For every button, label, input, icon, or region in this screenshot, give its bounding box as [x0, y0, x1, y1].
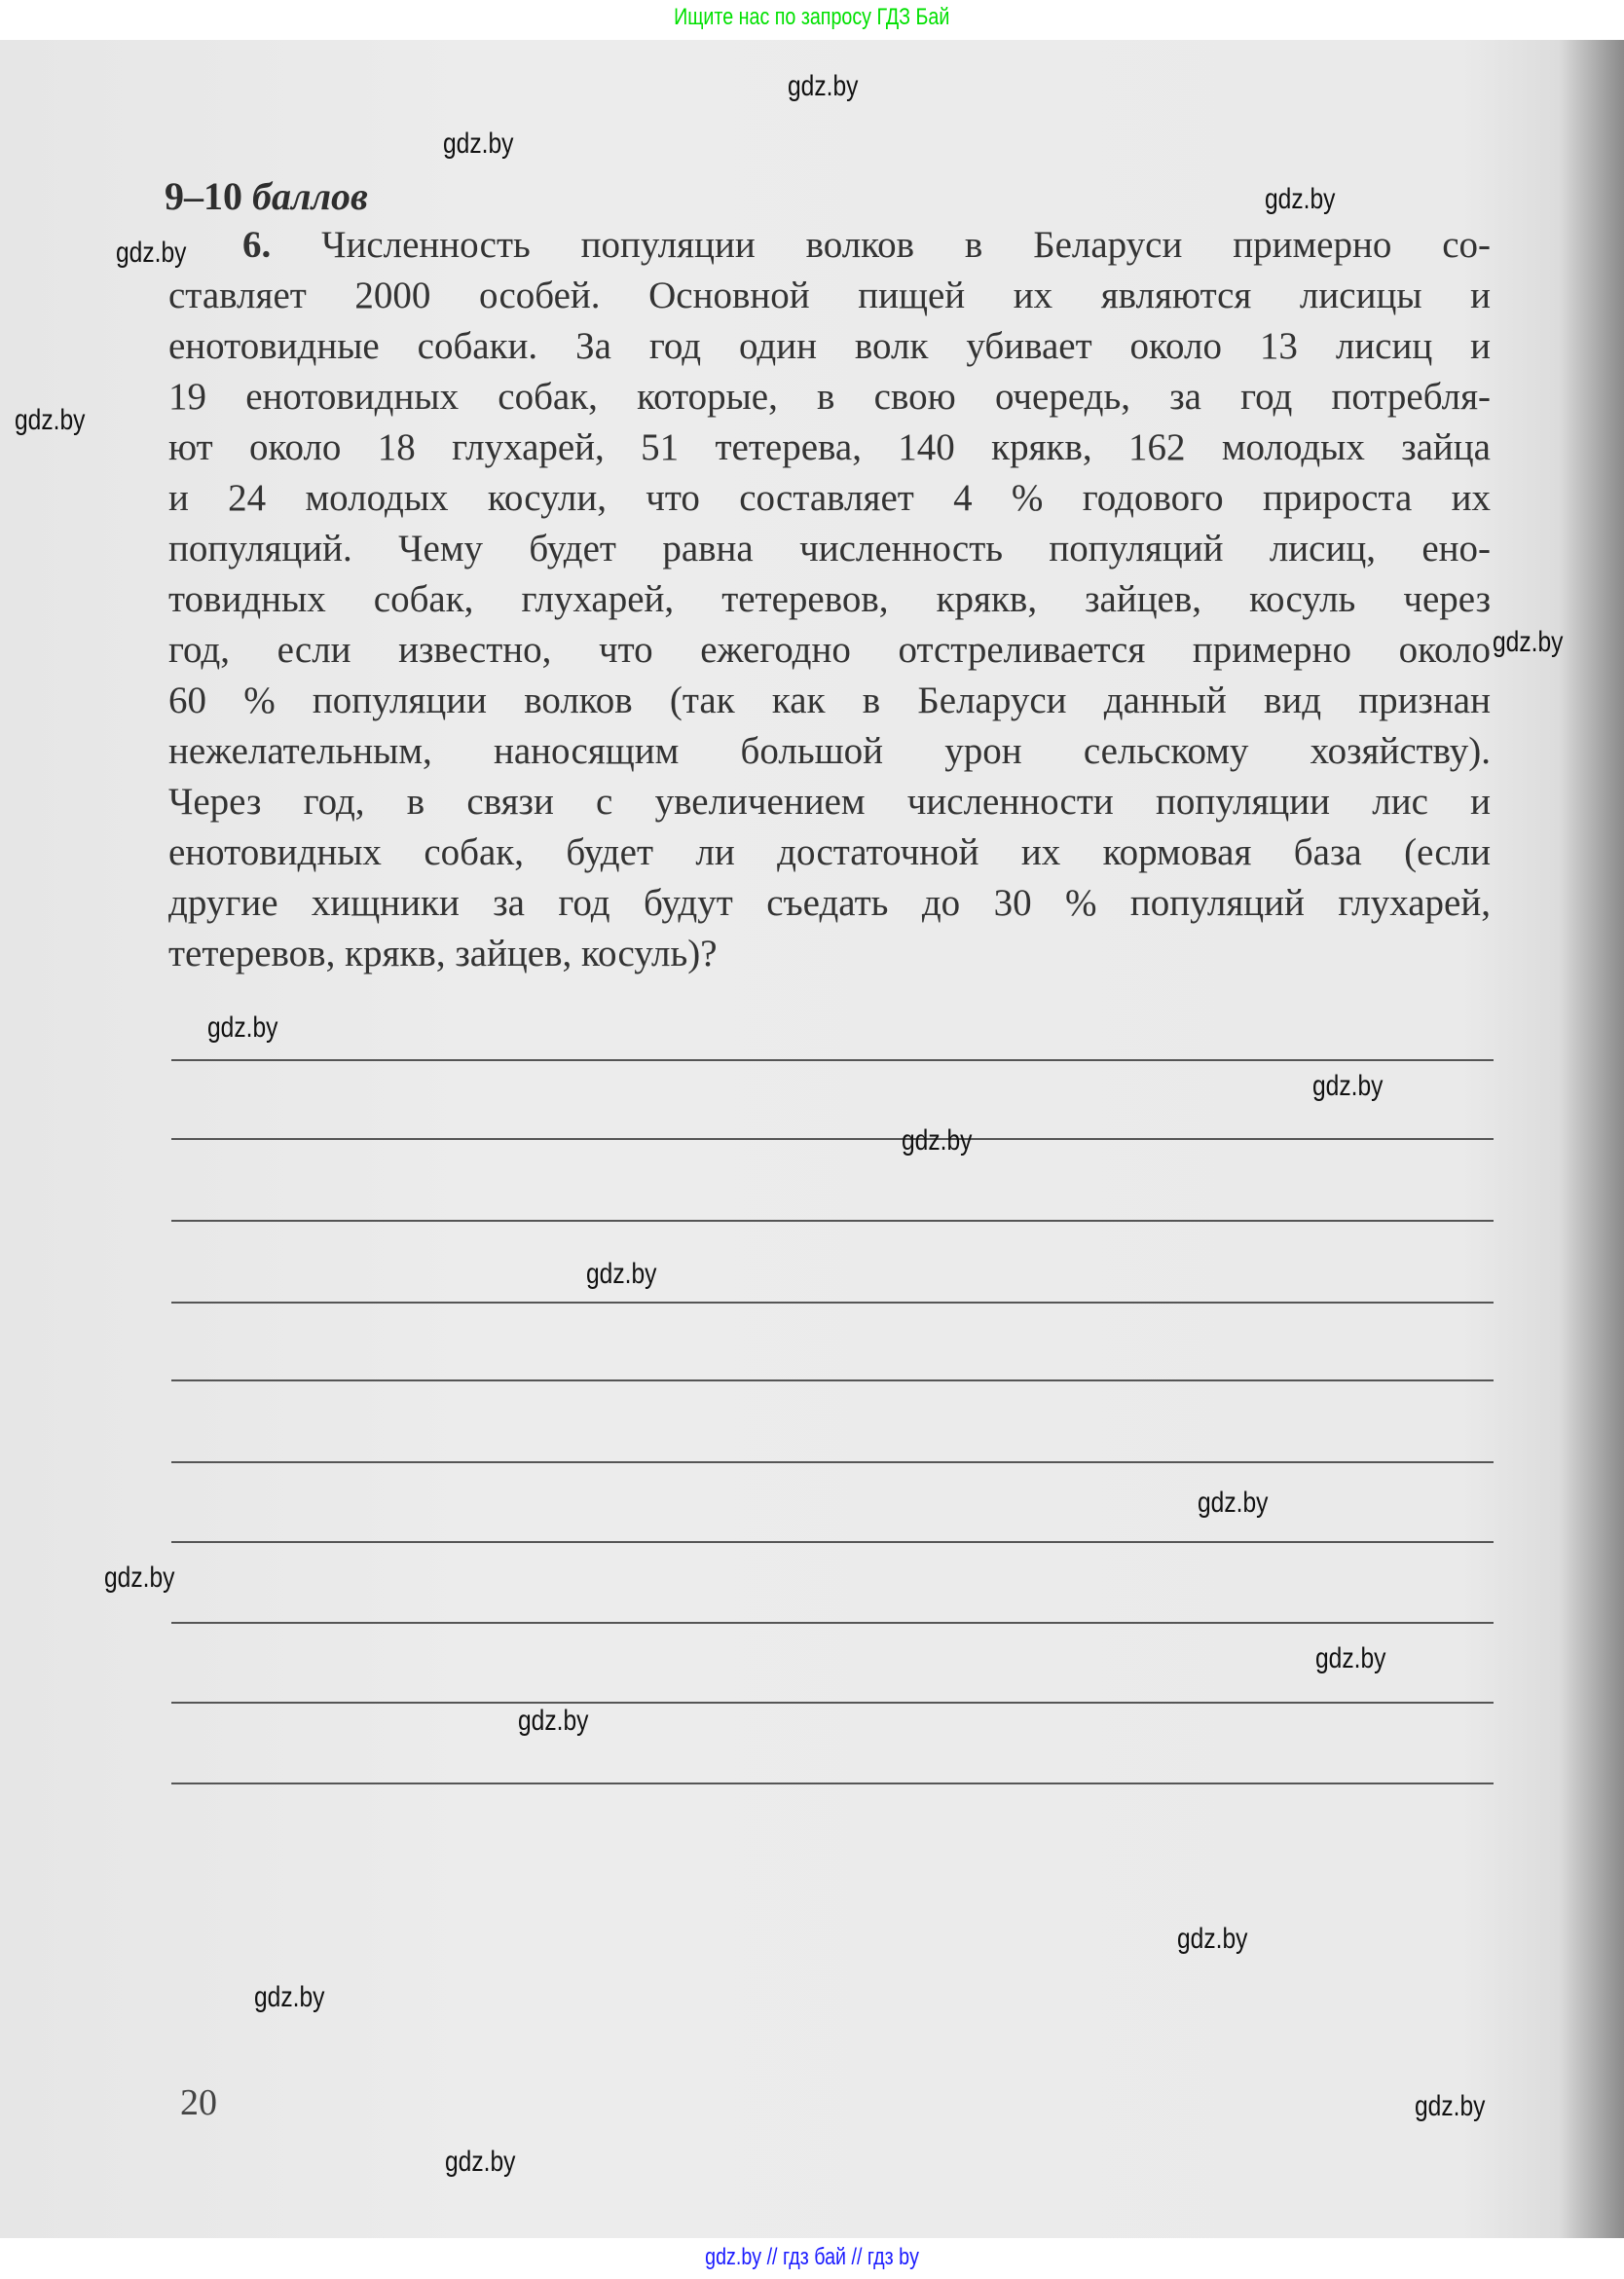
task-text: [168, 220, 1491, 979]
task-line: Через год, в связи с увеличением численности популяции лис и: [168, 781, 1491, 823]
section-heading: [165, 171, 368, 222]
task-line-text: Численность популяции волков в Беларуси примерно со-: [321, 224, 1491, 266]
task-line: и 24 молодых косули, что составляет 4 % годового прироста их: [168, 477, 1491, 519]
top-banner-text[interactable]: Ищите нас по запросу ГДЗ Бай: [674, 4, 950, 30]
answer-line[interactable]: [171, 1302, 1494, 1304]
watermark: gdz.by: [104, 1562, 175, 1594]
watermark: gdz.by: [116, 237, 187, 269]
watermark: gdz.by: [1312, 1070, 1384, 1102]
watermark: gdz.by: [902, 1124, 973, 1157]
watermark: gdz.by: [586, 1258, 657, 1290]
task-line: товидных собак, глухарей, тетеревов, крякв, зайцев, косуль через: [168, 578, 1491, 620]
heading-word: баллов: [252, 174, 368, 218]
task-line: ставляет 2000 особей. Основной пищей их являются лисицы и: [168, 275, 1491, 316]
watermark: gdz.by: [1177, 1923, 1248, 1955]
watermark: gdz.by: [443, 128, 514, 160]
watermark: gdz.by: [445, 2146, 516, 2178]
watermark: gdz.by: [15, 404, 86, 436]
watermark: gdz.by: [788, 70, 859, 102]
answer-line[interactable]: [171, 1541, 1494, 1543]
watermark: gdz.by: [1493, 626, 1564, 658]
task-line: 19 енотовидных собак, которые, в свою очередь, за год потребля-: [168, 376, 1491, 418]
answer-line[interactable]: [171, 1461, 1494, 1463]
task-line: [168, 220, 1491, 271]
bottom-banner: [0, 2238, 1624, 2279]
task-line: 60 % популяции волков (так как в Беларуси данный вид признан: [168, 680, 1491, 721]
task-line: енотовидных собак, будет ли достаточной их кормовая база (если: [168, 831, 1491, 873]
watermark: gdz.by: [254, 1981, 325, 2013]
answer-line[interactable]: [171, 1138, 1494, 1140]
watermark: gdz.by: [1198, 1487, 1269, 1519]
task-line: ют около 18 глухарей, 51 тетерева, 140 крякв, 162 молодых зайца: [168, 426, 1491, 468]
task-number: 6.: [242, 224, 272, 266]
task-line: год, если известно, что ежегодно отстреливается примерно около: [168, 629, 1491, 671]
heading-points: 9–10: [165, 174, 242, 218]
answer-line[interactable]: [171, 1059, 1494, 1061]
task-line: нежелательным, наносящим большой урон сельскому хозяйству).: [168, 730, 1491, 772]
task-line: другие хищники за год будут съедать до 30 % популяций глухарей,: [168, 882, 1491, 924]
watermark: gdz.by: [1415, 2090, 1486, 2122]
watermark: gdz.by: [1315, 1642, 1386, 1674]
answer-line[interactable]: [171, 1783, 1494, 1784]
task-line: популяций. Чему будет равна численность популяций лисиц, ено-: [168, 528, 1491, 570]
bottom-banner-text[interactable]: gdz.by // гдз бай // гдз by: [705, 2244, 919, 2270]
page-number: 20: [180, 2082, 217, 2123]
watermark: gdz.by: [207, 1011, 278, 1044]
task-line: енотовидные собаки. За год один волк убивает около 13 лисиц и: [168, 325, 1491, 367]
answer-line[interactable]: [171, 1622, 1494, 1624]
answer-line[interactable]: [171, 1379, 1494, 1381]
task-line: тетеревов, крякв, зайцев, косуль)?: [168, 933, 718, 974]
watermark: gdz.by: [518, 1705, 589, 1737]
watermark: gdz.by: [1265, 183, 1336, 215]
answer-line[interactable]: [171, 1702, 1494, 1704]
top-banner: [0, 0, 1624, 40]
answer-line[interactable]: [171, 1220, 1494, 1222]
